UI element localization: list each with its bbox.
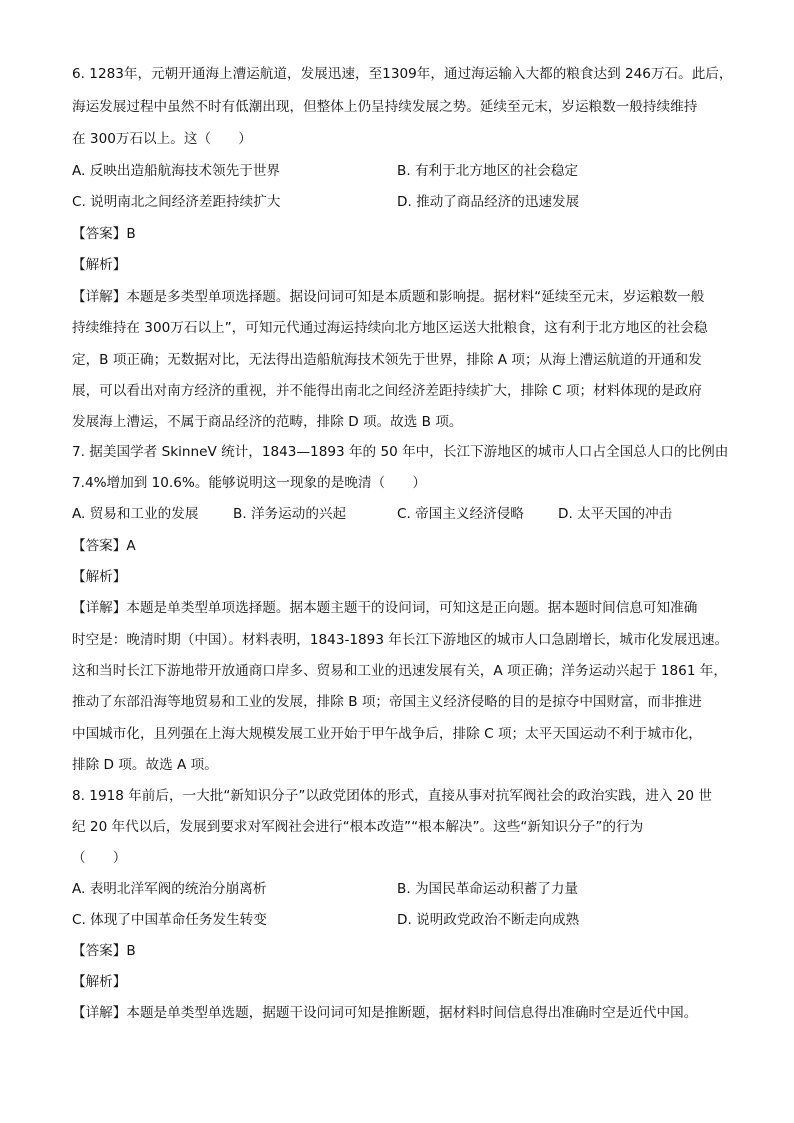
q6-option-d: D. 推动了商品经济的迅速发展	[397, 194, 580, 210]
q7-option-a: A. 贸易和工业的发展	[72, 506, 199, 522]
q6-answer: 【答案】B	[72, 226, 136, 242]
q6-option-c: C. 说明南北之间经济差距持续扩大	[72, 194, 281, 210]
q8-option-c: C. 体现了中国革命任务发生转变	[72, 912, 267, 928]
q7-stem-line-2: 7.4%增加到 10.6%。能够说明这一现象的是晚清（ ）	[72, 475, 426, 491]
q6-detail-line-3: 定，B 项正确；无数据对比，无法得出造船航海技术领先于世界，排除 A 项；从海上漕运航道的开通和发	[72, 352, 702, 368]
q7-option-c: C. 帝国主义经济侵略	[397, 506, 524, 522]
q7-detail-line-2: 时空是：晚清时期（中国）。材料表明，1843-1893 年长江下游地区的城市人口急剧增长，城市化发展迅速。	[72, 632, 729, 648]
q8-stem-line-1: 8. 1918 年前后，一大批“新知识分子”以政党团体的形式，直接从事对抗军阀社会的政治实践，进入 20 世	[72, 788, 712, 804]
q8-stem-line-2: 纪 20 年代以后，发展到要求对军阀社会进行“根本改造”“根本解决”。这些“新知识分子”的行为	[72, 819, 644, 835]
q6-analysis-label: 【解析】	[72, 257, 127, 273]
q6-detail-line-1: 【详解】本题是多类型单项选择题。据设问词可知是本质题和影响提。据材料“延续至元末，岁运粮数一般	[72, 289, 705, 305]
q7-detail-line-4: 推动了东部沿海等地贸易和工业的发展，排除 B 项；帝国主义经济侵略的目的是掠夺中国财富，而非推进	[72, 694, 702, 710]
q6-option-b: B. 有利于北方地区的社会稳定	[397, 163, 579, 179]
q7-option-d: D. 太平天国的冲击	[558, 506, 673, 522]
q6-stem-line-1: 6. 1283年，元朝开通海上漕运航道，发展迅速，至1309年，通过海运输入大都的粮食达到 246万石。此后，	[72, 66, 733, 82]
q8-analysis-label: 【解析】	[72, 974, 127, 990]
q6-stem-line-3: 在 300万石以上。这（ ）	[72, 131, 252, 147]
q7-detail-line-6: 排除 D 项。故选 A 项。	[72, 757, 218, 773]
q7-analysis-label: 【解析】	[72, 569, 127, 585]
q7-stem-line-1: 7. 据美国学者 SkinneV 统计，1843—1893 年的 50 年中，长江下游地区的城市人口占全国总人口的比例由	[72, 444, 729, 460]
q6-detail-line-4: 展，可以看出对南方经济的重视，并不能得出南北之间经济差距持续扩大，排除 C 项；材料体现的是政府	[72, 383, 702, 399]
q6-detail-line-5: 发展海上漕运，不属于商品经济的范畴，排除 D 项。故选 B 项。	[72, 414, 463, 430]
q7-option-b: B. 洋务运动的兴起	[233, 506, 347, 522]
q6-stem-line-2: 海运发展过程中虽然不时有低潮出现，但整体上仍呈持续发展之势。延续至元末，岁运粮数一般持续维持	[72, 99, 698, 115]
q7-detail-line-1: 【详解】本题是单类型单项选择题。据本题主题干的设问词，可知这是正向题。据本题时间信息可知准确	[72, 600, 698, 616]
q6-option-a: A. 反映出造船航海技术领先于世界	[72, 163, 281, 179]
q8-answer: 【答案】B	[72, 943, 136, 959]
q7-detail-line-5: 中国城市化，且列强在上海大规模发展工业开始于甲午战争后，排除 C 项；太平天国运动不利于城市化，	[72, 726, 702, 742]
q8-option-b: B. 为国民革命运动积蓄了力量	[397, 881, 579, 897]
q6-detail-line-2: 持续维持在 300万石以上”，可知元代通过海运持续向北方地区运送大批粮食，这有利于北方地区的社会稳	[72, 320, 708, 336]
q8-option-a: A. 表明北洋军阀的统治分崩离析	[72, 881, 267, 897]
q8-option-d: D. 说明政党政治不断走向成熟	[397, 912, 580, 928]
q7-detail-line-3: 这和当时长江下游地带开放通商口岸多、贸易和工业的迅速发展有关，A 项正确；洋务运动兴起于 1861 年，	[72, 663, 727, 679]
q8-stem-line-3: （ ）	[72, 850, 127, 866]
q7-answer: 【答案】A	[72, 538, 136, 554]
q8-detail-line-1: 【详解】本题是单类型单选题，据题干设问词可知是推断题，据材料时间信息得出准确时空是近代中国。	[72, 1005, 698, 1021]
